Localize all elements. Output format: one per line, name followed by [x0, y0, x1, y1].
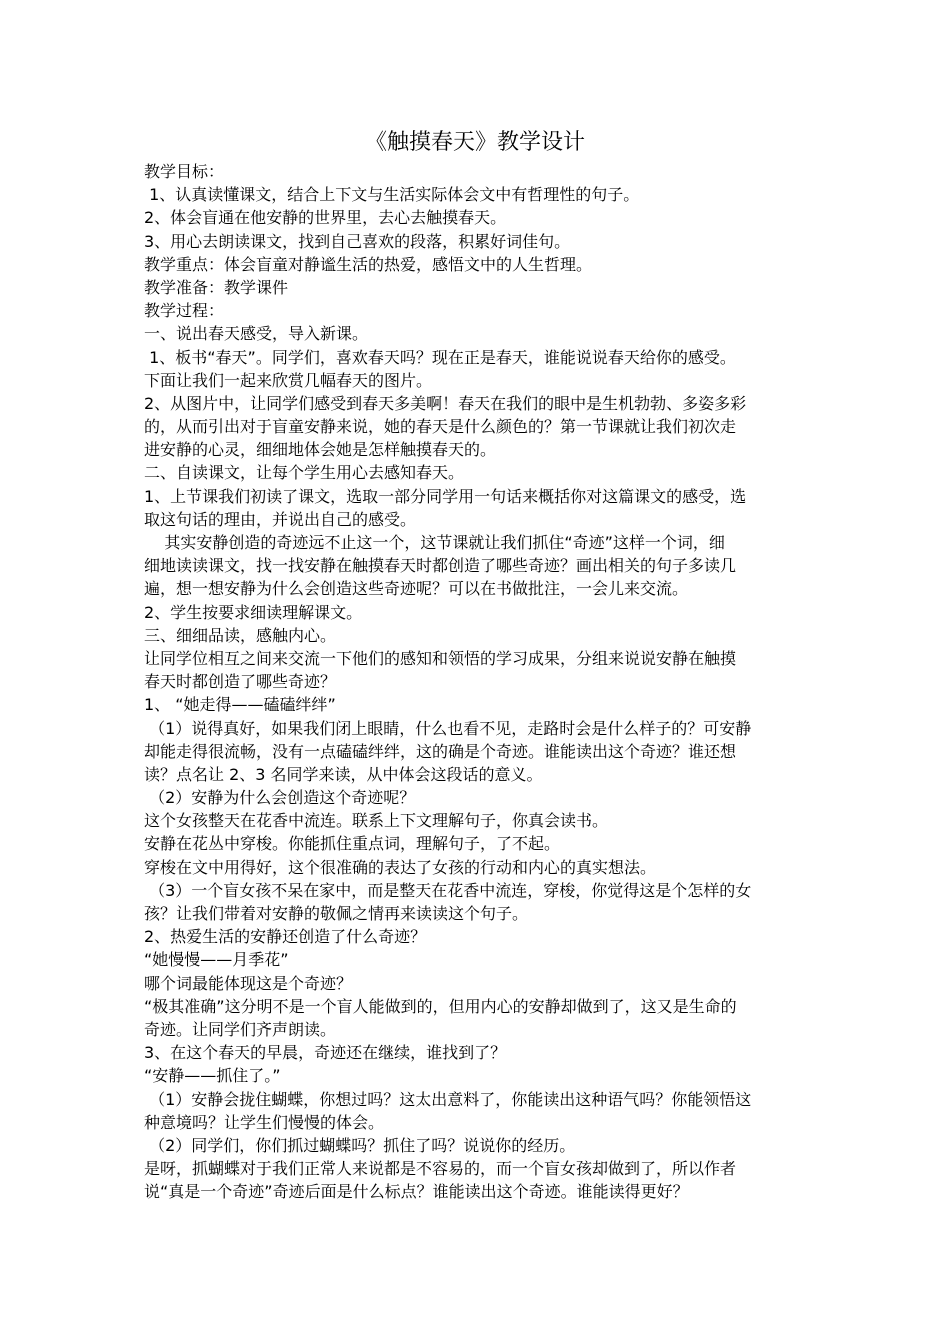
text-line: 细地读读课文，找一找安静在触摸春天时都创造了哪些奇迹？画出相关的句子多读几: [144, 556, 737, 576]
text-line: “极其准确”这分明不是一个盲人能做到的，但用内心的安静却做到了，这又是生命的: [144, 996, 737, 1016]
text-line: 是呀，抓蝴蝶对于我们正常人来说都是不容易的，而一个盲女孩却做到了，所以作者: [144, 1159, 737, 1179]
text-line: 哪个词最能体现这是个奇迹？: [144, 973, 353, 993]
text-line: 一、说出春天感受，导入新课。: [144, 324, 369, 344]
document-title: 《触摸春天》教学设计: [364, 130, 585, 155]
document-body: [144, 160, 808, 1203]
text-line: 安静在花丛中穿梭。你能抓住重点词，理解句子，了不起。: [144, 834, 561, 854]
text-line: （1）说得真好，如果我们闭上眼睛，什么也看不见，走路时会是什么样子的？可安静: [144, 718, 752, 738]
text-line: 2、体会盲通在他安静的世界里，去心去触摸春天。: [144, 208, 507, 228]
text-line: 取这句话的理由，并说出自己的感受。: [144, 509, 417, 529]
text-line: 让同学位相互之间来交流一下他们的感知和领悟的学习成果，分组来说说安静在触摸: [144, 648, 737, 668]
text-line: 1、 “她走得——磕磕绊绊”: [144, 695, 336, 715]
text-line: 1、上节课我们初读了课文，选取一部分同学用一句话来概括你对这篇课文的感受，选: [144, 486, 747, 506]
text-line: 种意境吗？让学生们慢慢的体会。: [144, 1112, 385, 1132]
text-line: 奇迹。让同学们齐声朗读。: [144, 1019, 337, 1039]
text-line: 2、热爱生活的安静还创造了什么奇迹？: [144, 927, 427, 947]
text-line: 教学准备：教学课件: [144, 277, 289, 297]
text-line: 教学目标：: [144, 162, 225, 181]
text-line: 穿梭在文中用得好，这个很准确的表达了女孩的行动和内心的真实想法。: [144, 857, 657, 877]
text-line: 进安静的心灵，细细地体会她是怎样触摸春天的。: [144, 440, 497, 460]
text-line: （1）安静会拢住蝴蝶，你想过吗？这太出意料了，你能读出这种语气吗？你能领悟这: [144, 1089, 752, 1109]
text-line: 2、学生按要求细读理解课文。: [144, 602, 363, 622]
text-line: 却能走得很流畅，没有一点磕磕绊绊，这的确是个奇迹。谁能读出这个奇迹？谁还想: [144, 741, 737, 761]
text-line: “安静——抓住了。”: [144, 1066, 281, 1086]
text-line: 教学过程：: [144, 301, 225, 321]
text-line: 读？点名让 2、3 名同学来读，从中体会这段话的意义。: [144, 764, 543, 784]
text-line: 2、从图片中，让同学们感受到春天多美啊！春天在我们的眼中是生机勃勃、多姿多彩: [144, 393, 747, 413]
text-line: 教学重点：体会盲童对静谧生活的热爱，感悟文中的人生哲理。: [144, 254, 593, 274]
text-line: 遍，想一想安静为什么会创造这些奇迹呢？可以在书做批注，一会儿来交流。: [144, 579, 689, 599]
text-line: 下面让我们一起来欣赏几幅春天的图片。: [144, 370, 433, 390]
text-line: 三、细细品读，感触内心。: [144, 625, 337, 645]
text-line: 1、板书“春天”。同学们，喜欢春天吗？现在正是春天，谁能说说春天给你的感受。: [144, 347, 736, 367]
text-line: （2）安静为什么会创造这个奇迹呢？: [144, 788, 416, 808]
text-line: 二、自读课文，让每个学生用心去感知春天。: [144, 463, 465, 483]
text-line: 孩？让我们带着对安静的敬佩之情再来读读这个句子。: [144, 904, 529, 923]
text-line: 说“真是一个奇迹”奇迹后面是什么标点？谁能读出这个奇迹。谁能读得更好？: [144, 1182, 689, 1202]
text-line: 1、认真读懂课文，结合上下文与生活实际体会文中有哲理性的句子。: [144, 185, 640, 205]
text-line: 春天时都创造了哪些奇迹？: [144, 672, 337, 692]
text-line: “她慢慢——月季花”: [144, 950, 289, 970]
text-line: 3、用心去朗读课文，找到自己喜欢的段落，积累好词佳句。: [144, 231, 571, 251]
text-line: （3）一个盲女孩不呆在家中，而是整天在花香中流连，穿梭，你觉得这是个怎样的女: [144, 880, 752, 900]
text-line: 3、在这个春天的早晨，奇迹还在继续，谁找到了？: [144, 1043, 507, 1063]
text-line: 这个女孩整天在花香中流连。联系上下文理解句子，你真会读书。: [144, 811, 609, 831]
text-line: 其实安静创造的奇迹远不止这一个，这节课就让我们抓住“奇迹”这样一个词，细: [144, 533, 725, 552]
text-line: （2）同学们，你们抓过蝴蝶吗？抓住了吗？说说你的经历。: [144, 1135, 576, 1155]
text-line: 的，从而引出对于盲童安静来说，她的春天是什么颜色的？第一节课就让我们初次走: [144, 417, 737, 437]
